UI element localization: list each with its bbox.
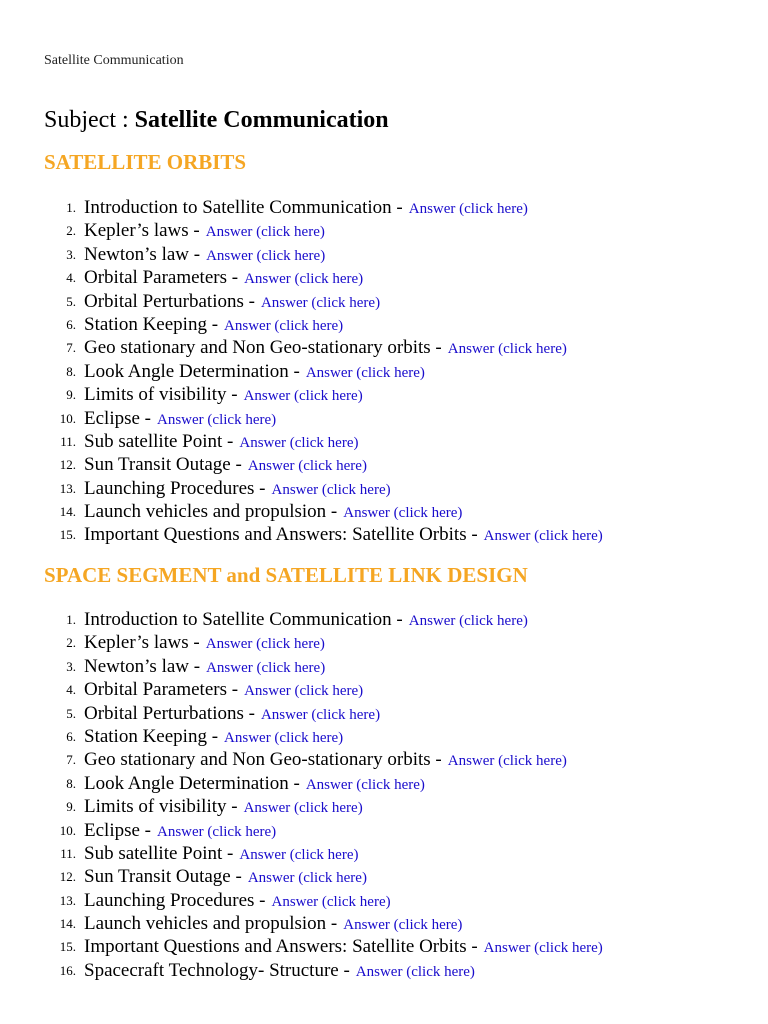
list-item-number: 14.: [59, 504, 76, 520]
topic-title: Launching Procedures -: [84, 477, 266, 499]
list-item: [0, 523, 768, 546]
list-item: [0, 477, 768, 500]
list-item: [0, 631, 768, 654]
topic-title: Sub satellite Point -: [84, 842, 234, 864]
list-item-text: [84, 196, 528, 221]
topic-title: Spacecraft Technology- Structure -: [84, 959, 350, 981]
section-title-space-segment: SPACE SEGMENT and SATELLITE LINK DESIGN: [44, 563, 528, 587]
topic-title: Orbital Parameters -: [84, 679, 239, 701]
list-item-number: 9.: [66, 387, 76, 403]
list-item: [0, 266, 768, 289]
list-item-number: 5.: [66, 705, 76, 721]
list-item-text: [84, 243, 325, 268]
topic-title: Sun Transit Outage -: [84, 454, 242, 476]
list-item-text: [84, 313, 343, 338]
list-item: [0, 407, 768, 430]
answer-link[interactable]: Answer (click here): [239, 434, 359, 451]
list-item-text: [84, 266, 363, 291]
list-item-text: [84, 772, 425, 797]
answer-link[interactable]: Answer (click here): [244, 271, 364, 288]
answer-link[interactable]: Answer (click here): [305, 776, 425, 793]
answer-link[interactable]: Answer (click here): [206, 659, 326, 676]
list-item-text: [84, 477, 391, 502]
list-item-text: [84, 336, 567, 361]
list-item-text: [84, 219, 325, 244]
list-item-text: [84, 500, 462, 525]
list-item-number: 7.: [66, 752, 76, 768]
list-item-text: [84, 795, 363, 820]
list-item-number: 11.: [60, 433, 76, 449]
list-item-number: 3.: [66, 658, 76, 674]
list-item-text: [84, 383, 363, 408]
topic-title: Newton’s law -: [84, 655, 201, 677]
answer-link[interactable]: Answer (click here): [206, 247, 326, 264]
list-item-text: [84, 819, 276, 844]
list-item-number: 4.: [66, 270, 76, 286]
list-item-number: 11.: [60, 845, 76, 861]
list-item-number: 15.: [59, 939, 76, 955]
topic-title: Introduction to Satellite Communication -: [84, 197, 403, 218]
topic-title: Kepler’s laws -: [84, 632, 200, 654]
list-item-text: [84, 631, 325, 656]
list-item: [0, 383, 768, 406]
list-item: [0, 430, 768, 453]
topic-title: Orbital Parameters -: [84, 267, 239, 289]
answer-link[interactable]: Answer (click here): [247, 870, 367, 887]
topic-title: Orbital Perturbations -: [84, 702, 255, 724]
subject-value: Satellite Communication: [134, 107, 389, 133]
list-item-text: [84, 889, 391, 914]
topic-title: Launching Procedures -: [84, 889, 266, 911]
answer-link[interactable]: Answer (click here): [157, 411, 277, 428]
topic-title: Limits of visibility -: [84, 796, 238, 818]
answer-link[interactable]: Answer (click here): [244, 683, 364, 700]
list-item: [0, 725, 768, 748]
topic-title: Eclipse -: [84, 819, 152, 841]
list-item-number: 1.: [66, 612, 76, 627]
list-item: [0, 313, 768, 336]
list-item: [0, 795, 768, 818]
list-item: [0, 500, 768, 523]
list-item-text: [84, 360, 425, 385]
topic-title: Sun Transit Outage -: [84, 866, 242, 888]
list-item-number: 14.: [59, 916, 76, 932]
answer-link[interactable]: Answer (click here): [343, 505, 463, 522]
list-item: [0, 889, 768, 912]
list-item: [0, 219, 768, 242]
topic-title: Launch vehicles and propulsion -: [84, 913, 338, 935]
answer-link[interactable]: Answer (click here): [205, 224, 325, 241]
answer-link[interactable]: Answer (click here): [260, 294, 381, 311]
list-item-text: [84, 725, 343, 750]
list-item-text: [84, 865, 367, 890]
topic-title: Important Questions and Answers: Satellite Orbits -: [84, 936, 478, 958]
topic-title: Geo stationary and Non Geo-stationary orbits -: [84, 749, 442, 771]
topic-list-space-segment: [0, 608, 768, 982]
list-item-text: [84, 523, 603, 548]
list-item-number: 3.: [66, 246, 76, 262]
topic-title: Launch vehicles and propulsion -: [84, 501, 338, 523]
topic-title: Look Angle Determination -: [84, 360, 300, 382]
answer-link[interactable]: Answer (click here): [305, 364, 425, 381]
subject-line: [44, 104, 389, 136]
topic-title: Orbital Perturbations -: [84, 290, 255, 312]
list-item-number: 7.: [66, 340, 76, 356]
list-item-number: 6.: [66, 316, 76, 332]
answer-link[interactable]: Answer (click here): [205, 636, 325, 653]
list-item-number: 9.: [66, 799, 76, 815]
list-item-number: 15.: [59, 527, 76, 543]
list-item-number: 16.: [59, 962, 76, 978]
topic-title: Station Keeping -: [84, 313, 219, 335]
answer-link[interactable]: Answer (click here): [239, 846, 359, 863]
list-item: [0, 842, 768, 865]
list-item-number: 5.: [66, 293, 76, 309]
list-item-text: [84, 748, 567, 773]
topic-title: Look Angle Determination -: [84, 772, 300, 794]
list-item: [0, 678, 768, 701]
topic-title: Introduction to Satellite Communication -: [84, 609, 403, 630]
list-item: [0, 655, 768, 678]
list-item-text: [84, 290, 380, 315]
topic-list-satellite-orbits: [0, 196, 768, 547]
list-item: [0, 772, 768, 795]
list-item-text: [84, 678, 363, 703]
answer-link[interactable]: Answer (click here): [447, 753, 567, 770]
list-item: [0, 959, 768, 982]
list-item-text: [84, 407, 276, 432]
topic-title: Station Keeping -: [84, 725, 219, 747]
list-item: [0, 865, 768, 888]
answer-link[interactable]: Answer (click here): [271, 893, 391, 910]
list-item-text: [84, 702, 380, 727]
list-item-number: 6.: [66, 728, 76, 744]
list-item: [0, 748, 768, 771]
answer-link[interactable]: Answer (click here): [355, 963, 475, 980]
list-item: [0, 819, 768, 842]
list-item: [0, 912, 768, 935]
list-item-text: [84, 912, 462, 937]
topic-title: Eclipse -: [84, 407, 152, 429]
topic-title: Geo stationary and Non Geo-stationary orbits -: [84, 337, 442, 359]
answer-link[interactable]: Answer (click here): [271, 481, 391, 498]
list-item: [0, 243, 768, 266]
list-item: [0, 290, 768, 313]
list-item-text: [84, 959, 475, 984]
list-item-number: 10.: [59, 410, 76, 426]
answer-link[interactable]: Answer (click here): [483, 528, 603, 545]
document-header: Satellite Communication: [44, 53, 184, 68]
topic-title: Important Questions and Answers: Satellite Orbits -: [84, 524, 478, 546]
topic-title: Limits of visibility -: [84, 384, 238, 406]
list-item: [0, 196, 768, 219]
list-item-number: 8.: [66, 775, 76, 791]
list-item: [0, 336, 768, 359]
answer-link[interactable]: Answer (click here): [260, 706, 381, 723]
topic-title: Sub satellite Point -: [84, 430, 234, 452]
answer-link[interactable]: Answer (click here): [247, 458, 367, 475]
answer-link[interactable]: Answer (click here): [224, 729, 344, 746]
list-item-number: 2.: [66, 223, 76, 239]
answer-link[interactable]: Answer (click here): [243, 800, 363, 817]
answer-link[interactable]: Answer (click here): [483, 940, 603, 957]
answer-link[interactable]: Answer (click here): [157, 823, 277, 840]
list-item: [0, 453, 768, 476]
list-item-number: 2.: [66, 635, 76, 651]
answer-link[interactable]: Answer (click here): [408, 613, 528, 629]
list-item-number: 13.: [59, 480, 76, 496]
list-item-text: [84, 608, 528, 633]
list-item: [0, 935, 768, 958]
list-item-number: 4.: [66, 682, 76, 698]
list-item-number: 1.: [66, 200, 76, 215]
list-item-number: 13.: [59, 892, 76, 908]
topic-title: Kepler’s laws -: [84, 220, 200, 242]
list-item-number: 12.: [59, 457, 76, 473]
list-item: [0, 608, 768, 631]
answer-link[interactable]: Answer (click here): [224, 317, 344, 334]
answer-link[interactable]: Answer (click here): [243, 388, 363, 405]
answer-link[interactable]: Answer (click here): [447, 341, 567, 358]
list-item: [0, 360, 768, 383]
list-item-text: [84, 453, 367, 478]
list-item-text: [84, 655, 325, 680]
list-item-text: [84, 430, 358, 455]
answer-link[interactable]: Answer (click here): [408, 201, 528, 217]
list-item-number: 10.: [59, 822, 76, 838]
subject-label: Subject :: [44, 107, 129, 133]
list-item-text: [84, 935, 603, 960]
list-item-number: 12.: [59, 869, 76, 885]
topic-title: Newton’s law -: [84, 243, 201, 265]
answer-link[interactable]: Answer (click here): [343, 917, 463, 934]
section-title-satellite-orbits: SATELLITE ORBITS: [44, 150, 247, 174]
list-item: [0, 702, 768, 725]
list-item-number: 8.: [66, 363, 76, 379]
list-item-text: [84, 842, 358, 867]
